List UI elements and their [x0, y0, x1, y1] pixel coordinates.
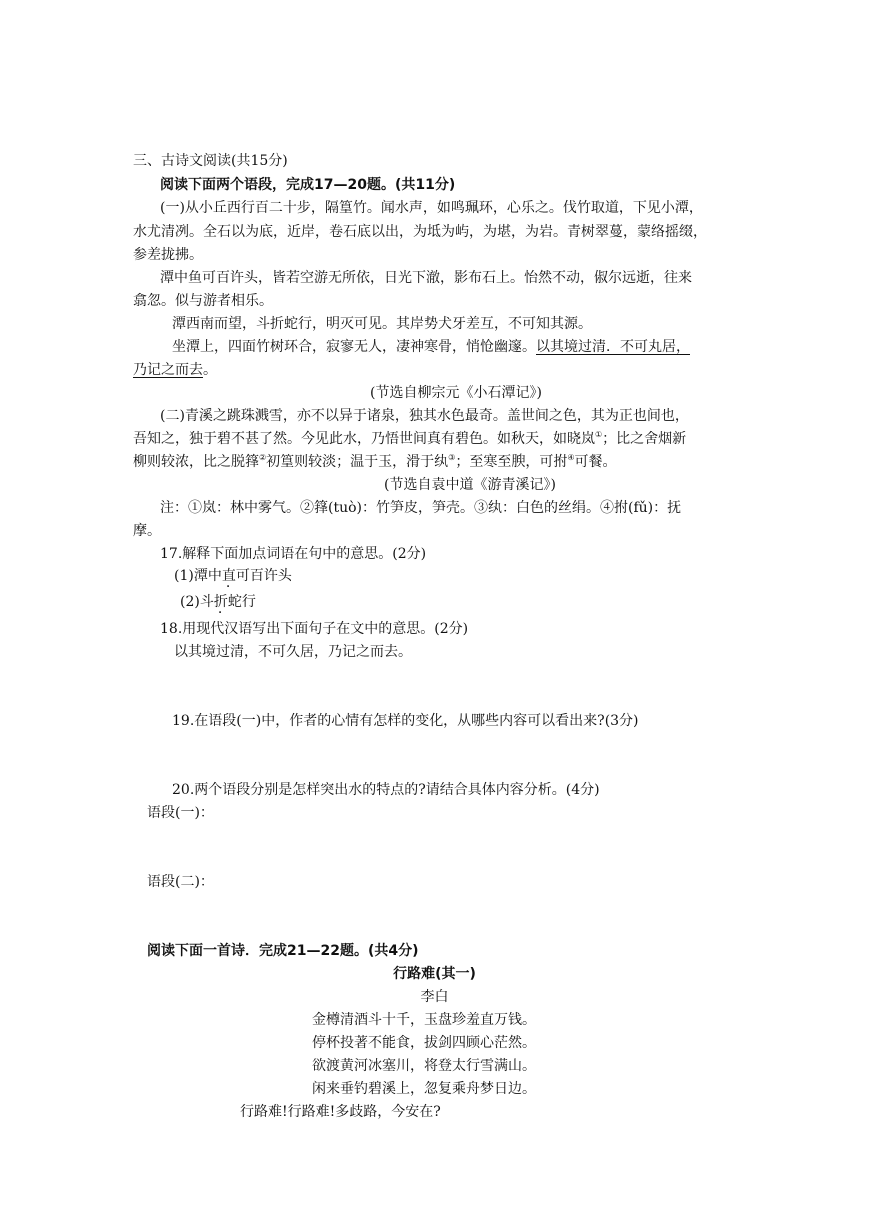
passage-2-text: ；至寒至腴，可拊 [455, 454, 568, 470]
answer-label-passage-1: 语段(一)： [147, 805, 214, 821]
poem-last-line: 行路难!行路难!多歧路，今安在? [240, 1104, 441, 1120]
passage-1-line: 潭西南而望，斗折蛇行，明灭可见。其岸势犬牙差互，不可知其源。 [172, 316, 592, 332]
group1-intro: 阅读下面两个语段，完成17—20题。(共11分) [160, 177, 456, 193]
passage-1-text: 。 [203, 362, 217, 378]
group2-intro: 阅读下面一首诗．完成21—22题。(共4分) [147, 943, 419, 959]
poem-author: 李白 [420, 989, 449, 1005]
passage-2-text: ；比之舍烟新 [602, 431, 687, 447]
footnote-marker: ④ [567, 453, 575, 462]
dotted-word: 直 [221, 568, 236, 584]
passage-2-text: 柳则较浓，比之脱箨 [133, 454, 259, 470]
poem-line: 金樽清酒斗十千，玉盘珍羞直万钱。 [312, 1012, 536, 1028]
passage-2-line [133, 452, 617, 472]
question-18-sentence: 以其境过清，不可久居，乃记之而去。 [174, 644, 412, 660]
passage-1-line: 翕忽。似与游者相乐。 [133, 293, 273, 309]
item-text: 蛇行 [227, 594, 256, 610]
question-20-stem: 20.两个语段分别是怎样突出水的特点的?请结合具体内容分析。(4分) [172, 782, 600, 798]
passage-2-text: 吾知之，独于碧不甚了然。今见此水，乃悟世间真有碧色。如秋天，如晓岚 [133, 431, 595, 447]
poem-line: 欲渡黄河冰塞川，将登太行雪满山。 [312, 1058, 536, 1074]
dotted-word: 折 [213, 594, 228, 610]
passage-1-text: 坐潭上，四面竹树环合，寂寥无人，凄神寒骨，悄怆幽邃。 [172, 339, 536, 355]
item-text: (1)潭中 [174, 568, 222, 584]
footnote-marker: ③ [448, 453, 456, 462]
poem-line: 闲来垂钓碧溪上，忽复乘舟梦日边。 [312, 1081, 536, 1097]
passage-1-line: 参差拢拂。 [133, 247, 203, 263]
passage-1-line: (一)从小丘西行百二十步，隔篁竹。闻水声，如鸣珮环，心乐之。伐竹取道，下见小潭， [160, 200, 703, 216]
footnote-marker: ② [259, 453, 267, 462]
passage-1-line [133, 360, 217, 380]
passage-2-source: (节选自袁中道《游青溪记》) [384, 477, 556, 493]
passage-1-source: (节选自柳宗元《小石潭记》) [370, 385, 542, 401]
answer-label-passage-2: 语段(二)： [147, 874, 214, 890]
question-17-item-2 [180, 592, 256, 612]
section-heading: 三、古诗文阅读(共15分) [133, 153, 288, 169]
passage-2-line: (二)青溪之跳珠溅雪，亦不以异于诸泉，独其水色最奇。盖世间之色，其为正也间也， [160, 408, 689, 424]
question-17-stem: 17.解释下面加点词语在句中的意思。(2分) [160, 546, 427, 562]
item-text: (2)斗 [180, 594, 214, 610]
question-17-item-1 [174, 566, 292, 586]
notes-line: 摩。 [133, 523, 161, 539]
poem-title: 行路难(其一) [393, 966, 476, 982]
passage-1-line: 水尤清冽。全石以为底，近岸，卷石底以出，为坻为屿，为堪，为岩。青树翠蔓，蒙络摇缀， [133, 224, 707, 240]
passage-1-line [172, 337, 690, 357]
poem-line: 停杯投著不能食，拔剑四顾心茫然。 [312, 1035, 536, 1051]
question-19-stem: 19.在语段(一)中，作者的心情有怎样的变化，从哪些内容可以看出来?(3分) [172, 713, 639, 729]
passage-2-text: 可餐。 [574, 454, 617, 470]
notes-line: 注：①岚：林中雾气。②箨(tuò)：竹笋皮，笋壳。③纨：白色的丝绢。④拊(fǔ)：抚 [160, 500, 682, 516]
passage-2-line [133, 429, 686, 449]
passage-1-line: 潭中鱼可百许头，皆若空游无所依，日光下澈，影布石上。怡然不动，俶尔远逝，往来 [160, 270, 692, 286]
passage-2-text: 初篁则较淡；温于玉，滑于纨 [266, 454, 449, 470]
item-text: 可百许头 [235, 568, 292, 584]
footnote-marker: ① [595, 430, 603, 439]
question-18-stem: 18.用现代汉语写出下面句子在文中的意思。(2分) [160, 621, 469, 637]
underlined-sentence: 乃记之而去 [133, 362, 203, 378]
underlined-sentence: 以其境过清．不可丸居， [536, 339, 690, 355]
